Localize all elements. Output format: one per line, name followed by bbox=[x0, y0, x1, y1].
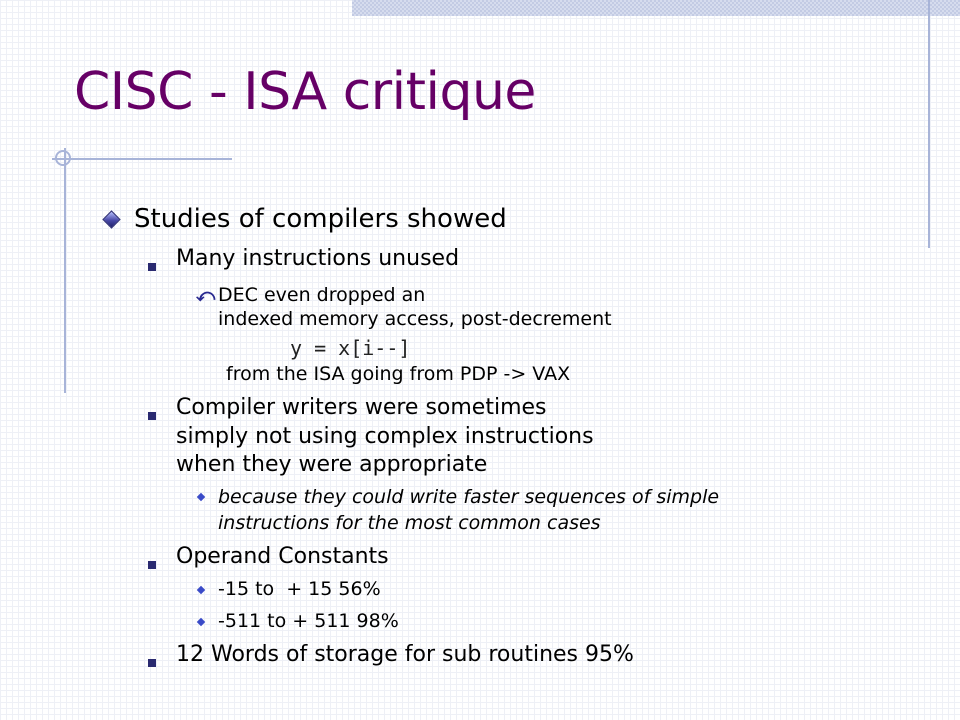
square-bullet-icon bbox=[148, 412, 156, 420]
dec-text-line2: indexed memory access, post-decrement bbox=[218, 308, 612, 330]
dec-text-line4: from the ISA going from PDP -> VAX bbox=[226, 363, 571, 385]
square-bullet-icon bbox=[148, 659, 156, 667]
bullet-compiler-writers-line3: when they were appropriate bbox=[176, 452, 488, 477]
square-bullet-icon bbox=[148, 263, 156, 271]
bullet-compiler-writers-line2: simply not using complex instructions bbox=[176, 424, 594, 449]
bullet-studies-of-compilers: Studies of compilers showed bbox=[134, 204, 507, 234]
operand-range-15: -15 to + 15 56% bbox=[218, 578, 381, 600]
title-underline-rule bbox=[52, 158, 232, 160]
small-diamond-bullet-icon bbox=[197, 586, 205, 594]
top-decorative-band bbox=[352, 0, 960, 16]
bullet-many-instructions-unused: Many instructions unused bbox=[176, 246, 460, 271]
bullet-compiler-writers-line1: Compiler writers were sometimes bbox=[176, 395, 547, 420]
square-bullet-icon bbox=[148, 561, 156, 569]
small-diamond-bullet-icon bbox=[197, 493, 205, 501]
crosshair-circle-decoration bbox=[55, 150, 71, 166]
dec-text-line1: DEC even dropped an bbox=[218, 284, 426, 306]
small-diamond-bullet-icon bbox=[197, 618, 205, 626]
right-vertical-rule bbox=[928, 0, 930, 248]
operand-range-511: -511 to + 511 98% bbox=[218, 610, 399, 632]
code-example: y = x[i--] bbox=[290, 336, 411, 360]
diamond-bullet-icon bbox=[102, 210, 120, 228]
curved-arrow-bullet-icon: ⤺ bbox=[196, 285, 216, 306]
bullet-operand-constants: Operand Constants bbox=[176, 544, 389, 569]
slide-title: CISC - ISA critique bbox=[74, 62, 536, 122]
bullet-12-words-storage: 12 Words of storage for sub routines 95% bbox=[176, 642, 634, 667]
left-vertical-rule bbox=[64, 148, 66, 393]
because-text-line2: instructions for the most common cases bbox=[218, 512, 601, 534]
because-text-line1: because they could write faster sequences of simple bbox=[218, 486, 720, 508]
